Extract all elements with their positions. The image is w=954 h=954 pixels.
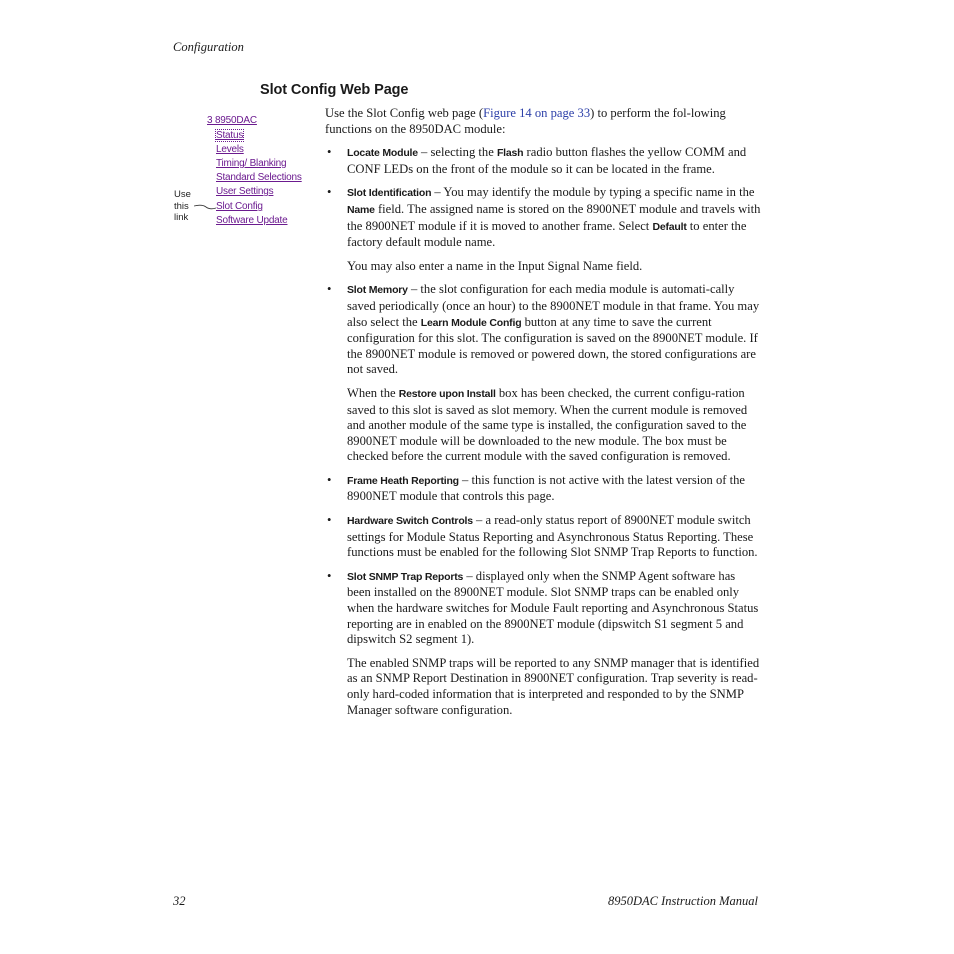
figure-cross-reference-link[interactable]: Figure 14 on page 33 bbox=[483, 106, 591, 120]
nav-link-timing-blanking[interactable]: Timing/ Blanking bbox=[216, 158, 287, 169]
text-run: When the bbox=[347, 385, 399, 400]
text-run: – You may identify the module by typing a specific name in the bbox=[431, 185, 755, 200]
intro-text: ) to perform the fol-lowing functions on the 8950DAC module: bbox=[325, 106, 726, 136]
list-item-text bbox=[347, 513, 761, 561]
list-item-subparagraph bbox=[347, 386, 761, 465]
text-run: field. The assigned name is stored on the 8900NET module and travels with the 8900NET module if it is moved to another frame. Select bbox=[347, 201, 761, 233]
nav-link-status[interactable]: Status bbox=[216, 130, 244, 141]
text-run: – selecting the bbox=[417, 145, 497, 160]
text-run: box has been checked, the current configu-ration saved to this slot is saved as slot memory. When the current module is removed and another module of the same type is installed, the configuration saved to the 8900NET module will be downloaded to the new module. The box must be checked before the current module with the saved configuration is removed. bbox=[347, 385, 748, 464]
list-item-text bbox=[347, 473, 761, 505]
running-header: Configuration bbox=[173, 40, 244, 54]
ui-term: Slot Memory bbox=[347, 284, 408, 297]
ui-term: Slot SNMP Trap Reports bbox=[347, 570, 464, 583]
list-item-text bbox=[347, 185, 761, 250]
nav-link-module-root[interactable]: 3 8950DAC bbox=[207, 115, 257, 126]
list-item bbox=[325, 473, 761, 505]
ui-term: Flash bbox=[496, 147, 524, 160]
list-item bbox=[325, 185, 761, 274]
ui-term: Name bbox=[347, 203, 375, 216]
ui-term: Slot Identification bbox=[347, 187, 432, 200]
text-run: – this function is not active with the latest version of the 8900NET module that controls this page. bbox=[347, 472, 746, 504]
list-item-subparagraph bbox=[347, 656, 761, 718]
page-number: 32 bbox=[173, 894, 186, 908]
list-item-subparagraph bbox=[347, 259, 761, 275]
nav-link-levels[interactable]: Levels bbox=[216, 144, 244, 155]
use-this-link-callout bbox=[174, 189, 191, 224]
intro-text: Use the Slot Config web page ( bbox=[325, 106, 484, 120]
list-item-text bbox=[347, 569, 761, 648]
function-list bbox=[325, 145, 761, 718]
ui-term: Locate Module bbox=[347, 147, 418, 160]
text-run: to enter the factory default module name. bbox=[347, 218, 747, 250]
ui-term: Default bbox=[652, 220, 687, 233]
text-run: radio button flashes the yellow COMM and CONF LEDs on the front of the module so it can be located in the frame. bbox=[347, 145, 747, 176]
text-run: You may also enter a name in the Input Signal Name field. bbox=[347, 258, 643, 273]
list-item bbox=[325, 569, 761, 718]
ui-term: Restore upon Install bbox=[398, 387, 496, 400]
callout-line: link bbox=[174, 212, 189, 223]
nav-link-standard-selections[interactable]: Standard Selections bbox=[216, 172, 302, 183]
ui-term: Hardware Switch Controls bbox=[347, 515, 473, 528]
list-item bbox=[325, 145, 761, 177]
text-run: – displayed only when the SNMP Agent software has been installed on the 8900NET module. Slot SNMP traps can be enabled only when the hardware switches for Module Fault reporting and Asynchronous Status reporting are in enabled on the 8900NET module (dipswitch S1 segment 5 and dipswitch S2 segment 1). bbox=[347, 568, 759, 647]
ui-term: Frame Heath Reporting bbox=[347, 474, 459, 487]
callout-leader-line bbox=[194, 202, 218, 212]
slot-nav-figure bbox=[174, 112, 324, 232]
text-run: button at any time to save the current configuration for this slot. The configuration is saved on the 8900NET module. If the 8900NET module is removed or powered down, the stored configurations are not saved. bbox=[347, 314, 758, 377]
page-title: Slot Config Web Page bbox=[260, 82, 409, 98]
manual-title: 8950DAC Instruction Manual bbox=[608, 894, 758, 908]
list-item bbox=[325, 282, 761, 465]
callout-line: this bbox=[174, 200, 189, 212]
list-item-text bbox=[347, 145, 761, 177]
callout-line: Use bbox=[174, 189, 191, 200]
list-item-text bbox=[347, 282, 761, 378]
intro-paragraph bbox=[325, 106, 761, 137]
nav-link-user-settings[interactable]: User Settings bbox=[216, 186, 274, 197]
nav-link-software-update[interactable]: Software Update bbox=[216, 215, 288, 226]
text-run: – a read-only status report of 8900NET module switch settings for Module Status Reporting and Asynchronous Status Reporting. These functions must be enabled for the following Slot SNMP Trap Reports to function. bbox=[347, 513, 758, 560]
body-content bbox=[325, 106, 761, 726]
text-run: – the slot configuration for each media module is automati-cally saved periodically (once an hour) to the 8900NET module in that frame. You may also select the bbox=[347, 282, 760, 329]
ui-term: Learn Module Config bbox=[420, 316, 522, 329]
text-run: The enabled SNMP traps will be reported to any SNMP manager that is identified as an SNMP Report Destination in 8900NET configuration. Trap severity is read-only hard-coded information that is interpreted and responded to by the SNMP Manager software configuration. bbox=[347, 655, 760, 717]
list-item bbox=[325, 513, 761, 561]
nav-link-slot-config[interactable]: Slot Config bbox=[216, 201, 263, 212]
